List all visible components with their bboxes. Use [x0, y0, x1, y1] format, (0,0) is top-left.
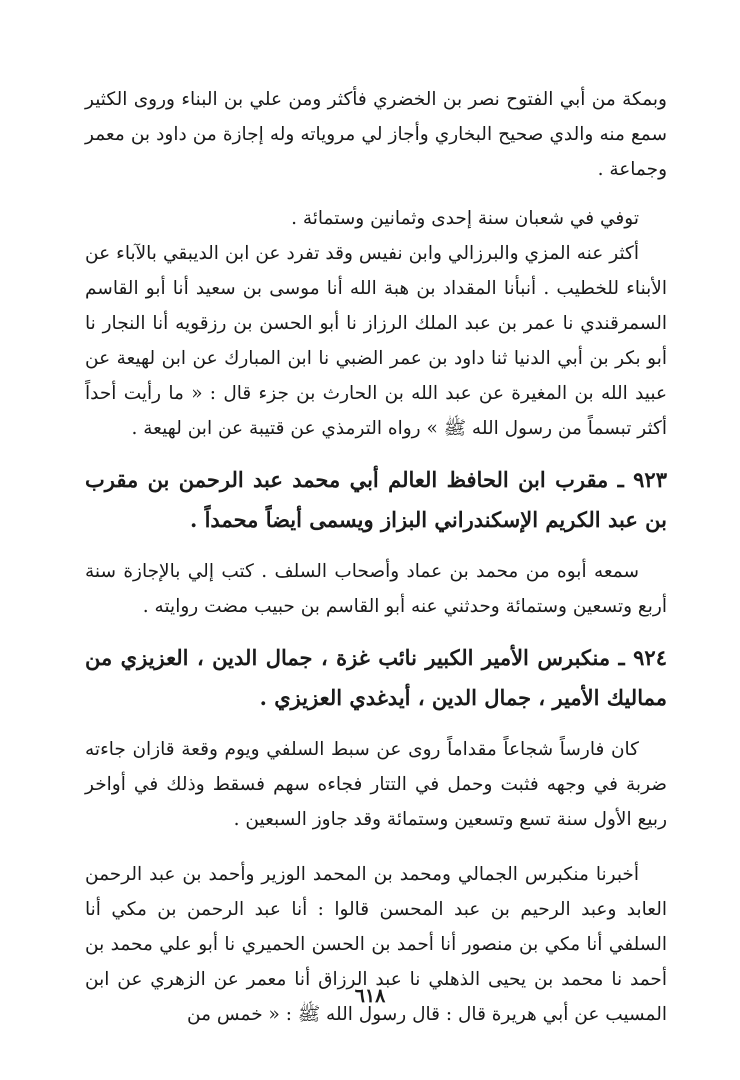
page-number: ٦١٨ — [354, 985, 386, 1007]
entry-heading-923: ٩٢٣ ـ مقرب ابن الحافظ العالم أبي محمد عبد الرحمن بن مقرب بن عبد الكريم الإسكندراني البزاز ويسمى أيضاً محمداً . — [85, 467, 667, 532]
paragraph-entry-923: سمعه أبوه من محمد بن عماد وأصحاب السلف . كتب إلي بالإجازة سنة أربع وتسعين وستمائة وحدثني عنه أبو القاسم بن حبيب مضت روايته . — [85, 561, 667, 617]
page-body — [85, 82, 667, 1032]
paragraph-narration: أكثر عنه المزي والبرزالي وابن نفيس وقد تفرد عن ابن الديبقي بالآباء عن الأبناء للخطيب . أنبأنا المقداد بن هبة الله أنا موسى بن سعيد أنا أبو القاسم السمرقندي نا عمر بن عبد الملك الرزاز نا أبو الحسن بن رزقويه أنا النجار نا أبو بكر بن أبي الدنيا ثنا داود بن عمر الضبي نا ابن المبارك عن ابن لهيعة عن عبيد الله بن المغيرة عن عبد الله بن الحارث بن جزء قال : « ما رأيت أحداً أكثر تبسماً من رسول الله ﷺ » رواه الترمذي عن قتيبة عن ابن لهيعة . — [85, 243, 667, 439]
paragraph-intro: وبمكة من أبي الفتوح نصر بن الخضري فأكثر ومن علي بن البناء وروى الكثير سمع منه والدي صحيح البخاري وأجاز لي مروياته وله إجازة من داود بن معمر وجماعة . — [85, 89, 667, 180]
paragraph-death-date: توفي في شعبان سنة إحدى وثمانين وستمائة . — [291, 208, 639, 229]
entry-heading-924: ٩٢٤ ـ منكبرس الأمير الكبير نائب غزة ، جمال الدين ، العزيزي من مماليك الأمير ، جمال الدين ، أيدغدي العزيزي . — [85, 645, 667, 710]
paragraph-entry-924: كان فارساً شجاعاً مقداماً روى عن سبط السلفي ويوم وقعة قازان جاءته ضربة في وجهه فثبت وحمل في التتار فجاءه سهم فسقط وذلك في أواخر ربيع الأول سنة تسع وتسعين وستمائة وقد جاوز السبعين . — [85, 739, 667, 830]
paragraph-hadith-chain: أخبرنا منكبرس الجمالي ومحمد بن المحمد الوزير وأحمد بن عبد الرحمن العابد وعبد الرحيم بن عبد المحسن قالوا : أنا عبد الرحمن بن مكي أنا السلفي أنا مكي بن منصور أنا أحمد بن الحسن الحميري نا أبو علي محمد بن أحمد نا محمد بن يحيى الذهلي نا عبد الرزاق أنا معمر عن الزهري عن ابن المسيب عن أبي هريرة قال : قال رسول الله ﷺ : « خمس من — [85, 864, 667, 1025]
